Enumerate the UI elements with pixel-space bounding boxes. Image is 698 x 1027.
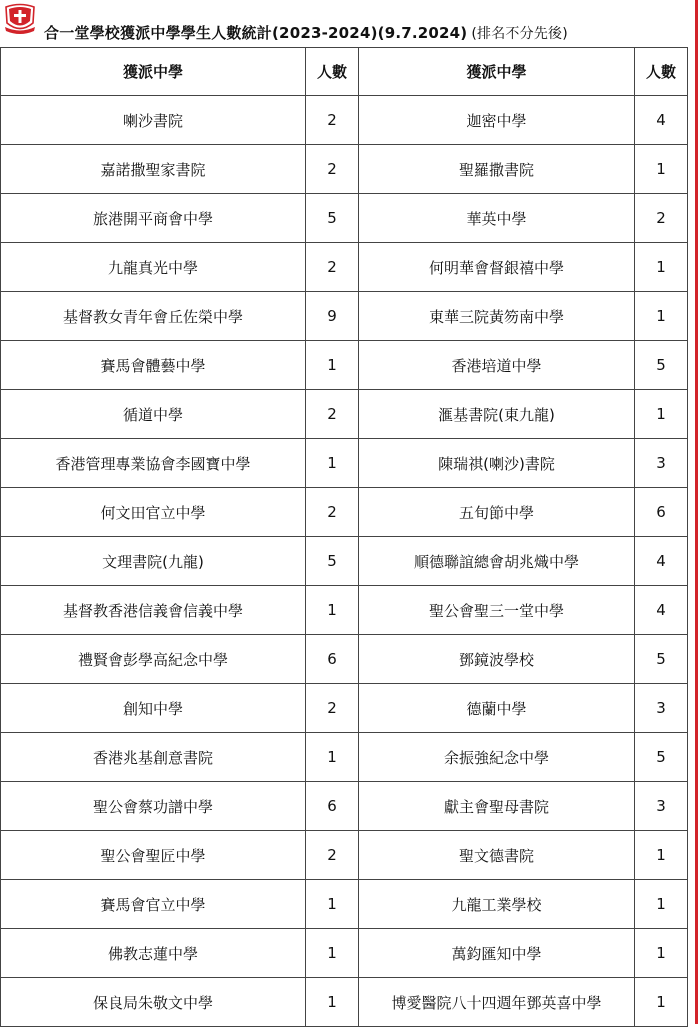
left-count-cell: 1 (306, 341, 359, 390)
left-school-cell: 佛教志蓮中學 (1, 929, 306, 978)
right-count-cell: 3 (635, 684, 688, 733)
title-note: (排名不分先後) (471, 26, 568, 42)
left-count-cell: 1 (306, 733, 359, 782)
left-count-cell: 2 (306, 831, 359, 880)
header-left-count: 人數 (306, 48, 359, 96)
left-school-cell: 嘉諾撒聖家書院 (1, 145, 306, 194)
right-count-cell: 1 (635, 831, 688, 880)
table-row (1, 635, 688, 684)
right-count-cell: 1 (635, 243, 688, 292)
right-school-cell: 迦密中學 (359, 96, 635, 145)
table-row (1, 929, 688, 978)
table-row (1, 586, 688, 635)
right-school-cell: 博愛醫院八十四週年鄧英喜中學 (359, 978, 635, 1027)
left-school-cell: 賽馬會官立中學 (1, 880, 306, 929)
table-row (1, 537, 688, 586)
right-school-cell: 德蘭中學 (359, 684, 635, 733)
right-count-cell: 5 (635, 733, 688, 782)
school-crest-logo (3, 3, 37, 35)
left-count-cell: 2 (306, 684, 359, 733)
right-school-cell: 香港培道中學 (359, 341, 635, 390)
table-row (1, 733, 688, 782)
right-count-cell: 1 (635, 880, 688, 929)
header-right-school: 獲派中學 (359, 48, 635, 96)
left-count-cell: 6 (306, 635, 359, 684)
left-count-cell: 5 (306, 537, 359, 586)
left-school-cell: 聖公會聖匠中學 (1, 831, 306, 880)
table-header-row (1, 48, 688, 96)
right-school-cell: 獻主會聖母書院 (359, 782, 635, 831)
right-school-cell: 九龍工業學校 (359, 880, 635, 929)
table-row (1, 978, 688, 1027)
left-count-cell: 2 (306, 488, 359, 537)
right-count-cell: 5 (635, 635, 688, 684)
table-row (1, 880, 688, 929)
right-school-cell: 何明華會督銀禧中學 (359, 243, 635, 292)
table-row (1, 292, 688, 341)
right-school-cell: 萬鈞匯知中學 (359, 929, 635, 978)
left-school-cell: 循道中學 (1, 390, 306, 439)
table-row (1, 782, 688, 831)
right-count-cell: 4 (635, 96, 688, 145)
left-school-cell: 聖公會蔡功譜中學 (1, 782, 306, 831)
table-row (1, 390, 688, 439)
right-count-cell: 3 (635, 782, 688, 831)
right-count-cell: 1 (635, 929, 688, 978)
right-count-cell: 2 (635, 194, 688, 243)
right-count-cell: 1 (635, 145, 688, 194)
left-school-cell: 文理書院(九龍) (1, 537, 306, 586)
right-count-cell: 4 (635, 537, 688, 586)
page-header (0, 0, 695, 44)
left-school-cell: 基督教女青年會丘佐榮中學 (1, 292, 306, 341)
left-count-cell: 1 (306, 978, 359, 1027)
left-count-cell: 1 (306, 439, 359, 488)
table-row (1, 145, 688, 194)
right-count-cell: 3 (635, 439, 688, 488)
right-count-cell: 1 (635, 978, 688, 1027)
left-count-cell: 2 (306, 390, 359, 439)
table-row (1, 243, 688, 292)
right-count-cell: 5 (635, 341, 688, 390)
left-count-cell: 1 (306, 586, 359, 635)
left-school-cell: 基督教香港信義會信義中學 (1, 586, 306, 635)
left-school-cell: 旅港開平商會中學 (1, 194, 306, 243)
left-count-cell: 1 (306, 880, 359, 929)
right-count-cell: 6 (635, 488, 688, 537)
right-school-cell: 東華三院黃笏南中學 (359, 292, 635, 341)
table-row (1, 831, 688, 880)
left-school-cell: 禮賢會彭學高紀念中學 (1, 635, 306, 684)
right-school-cell: 聖公會聖三一堂中學 (359, 586, 635, 635)
left-count-cell: 5 (306, 194, 359, 243)
table-row (1, 439, 688, 488)
right-school-cell: 聖文德書院 (359, 831, 635, 880)
right-count-cell: 1 (635, 292, 688, 341)
right-count-cell: 1 (635, 390, 688, 439)
right-school-cell: 順德聯誼總會胡兆熾中學 (359, 537, 635, 586)
right-school-cell: 聖羅撒書院 (359, 145, 635, 194)
right-count-cell: 4 (635, 586, 688, 635)
title-main: 合一堂學校獲派中學學生人數統計(2023-2024)(9.7.2024) (44, 24, 468, 42)
right-school-cell: 陳瑞祺(喇沙)書院 (359, 439, 635, 488)
left-school-cell: 香港管理專業協會李國寶中學 (1, 439, 306, 488)
table-row (1, 96, 688, 145)
table-row (1, 194, 688, 243)
right-school-cell: 五旬節中學 (359, 488, 635, 537)
table-row (1, 341, 688, 390)
table-row (1, 488, 688, 537)
right-school-cell: 華英中學 (359, 194, 635, 243)
left-count-cell: 6 (306, 782, 359, 831)
page-title (44, 22, 568, 43)
header-right-count: 人數 (635, 48, 688, 96)
left-school-cell: 創知中學 (1, 684, 306, 733)
left-school-cell: 香港兆基創意書院 (1, 733, 306, 782)
left-count-cell: 1 (306, 929, 359, 978)
left-count-cell: 2 (306, 243, 359, 292)
left-school-cell: 九龍真光中學 (1, 243, 306, 292)
right-school-cell: 鄧鏡波學校 (359, 635, 635, 684)
right-school-cell: 滙基書院(東九龍) (359, 390, 635, 439)
allocation-table (0, 47, 688, 1027)
left-count-cell: 9 (306, 292, 359, 341)
header-left-school: 獲派中學 (1, 48, 306, 96)
left-school-cell: 保良局朱敬文中學 (1, 978, 306, 1027)
right-school-cell: 余振強紀念中學 (359, 733, 635, 782)
left-school-cell: 賽馬會體藝中學 (1, 341, 306, 390)
table-row (1, 684, 688, 733)
left-count-cell: 2 (306, 96, 359, 145)
left-school-cell: 何文田官立中學 (1, 488, 306, 537)
left-school-cell: 喇沙書院 (1, 96, 306, 145)
left-count-cell: 2 (306, 145, 359, 194)
